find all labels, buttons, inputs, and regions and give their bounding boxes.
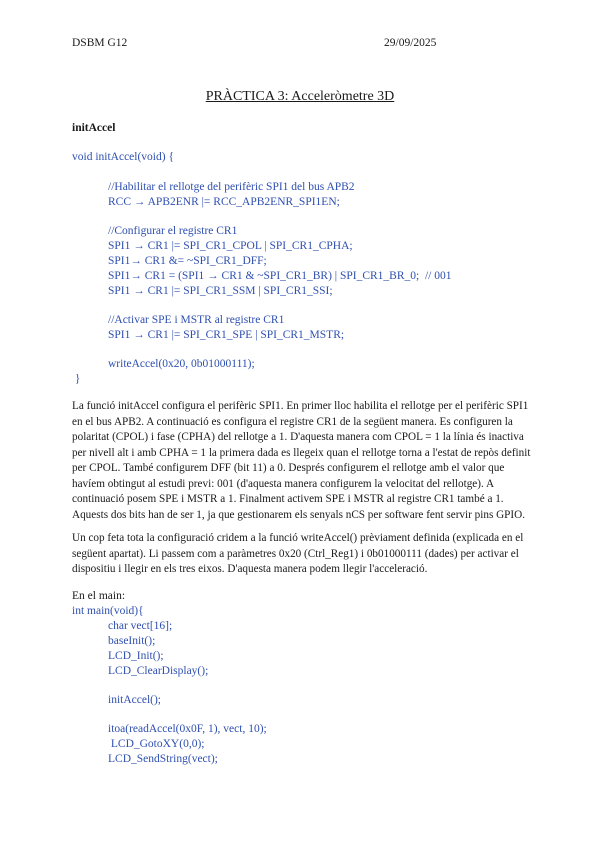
code-line: SPI1 → CR1 |= SPI_CR1_SPE | SPI_CR1_MSTR; (108, 329, 345, 341)
code-line: initAccel(); (108, 694, 162, 706)
code-line: LCD_GotoXY(0,0); (108, 738, 205, 750)
main-label: En el main: (72, 590, 126, 602)
code-line: LCD_ClearDisplay(); (108, 665, 209, 677)
code-signature-initaccel: void initAccel(void) { (72, 151, 174, 163)
paragraph-line: continuació posem SPE i MSTR a 1. Finalment activem SPE i MSTR al registre CR1 també a 1. (72, 493, 504, 505)
paragraph-line: Un cop feta tota la configuració cridem a la funció writeAccel() prèviament definida (explicada en el (72, 532, 524, 544)
code-line: //Configurar el registre CR1 (108, 225, 238, 237)
paragraph-line: en el bus APB2. A continuació es configura el registre CR1 de la següent manera. Es configuren la (72, 415, 513, 428)
code-line: itoa(readAccel(0x0F, 1), vect, 10); (108, 723, 267, 735)
code-line: LCD_Init(); (108, 650, 164, 662)
code-line: char vect[16]; (108, 620, 173, 632)
code-line: writeAccel(0x20, 0b01000111); (108, 358, 255, 370)
paragraph-initaccel-explanation (72, 399, 531, 523)
code-line: //Habilitar el rellotge del perifèric SPI1 del bus APB2 (108, 181, 355, 193)
code-line: LCD_SendString(vect); (108, 753, 218, 765)
code-line: //Activar SPE i MSTR al registre CR1 (108, 314, 285, 326)
code-close-brace: } (72, 373, 81, 385)
header-date: 29/09/2025 (384, 37, 437, 49)
paragraph-line: per CPOL. També configurem DFF (bit 11) a 0. Després configurem el rellotge amb el valor que (72, 462, 505, 474)
code-line: RCC → APB2ENR |= RCC_APB2ENR_SPI1EN; (108, 196, 340, 208)
code-line: SPI1 → CR1 |= SPI_CR1_SSM | SPI_CR1_SSI; (108, 285, 333, 297)
paragraph-line: Aquests dos bits han de ser 1, ja que gestionarem els senyals nCS per software fent servir pins GPIO. (72, 508, 526, 521)
paragraph-line: per nivell alt i amb CPHA = 1 la primera dada es llegeix quan el rellotge torna a l'estat de repòs definit (72, 446, 531, 459)
paragraph-line: següent apartat). Li passem com a paràmetres 0x20 (Ctrl_Reg1) i 0b01000111 (dades) per activar el (72, 547, 519, 560)
section-label-initaccel: initAccel (72, 122, 116, 134)
code-line: SPI1 → CR1 |= SPI_CR1_CPOL | SPI_CR1_CPHA; (108, 240, 353, 252)
code-line: baseInit(); (108, 635, 156, 647)
page-title: PRÀCTICA 3: Acceleròmetre 3D (205, 89, 395, 104)
paragraph-line: polaritat (CPOL) i fase (CPHA) del rellotge a 1. D'aquesta manera com CPOL = 1 la línia és inactiva (72, 431, 524, 443)
code-line: SPI1→ CR1 &= ~SPI_CR1_DFF; (108, 255, 267, 267)
paragraph-line: dispositiu i llegir en els tres eixos. D'aquesta manera podem llegir l'acceleració. (72, 563, 428, 575)
paragraph-line: La funció initAccel configura el perifèric SPI1. En primer lloc habilita el rellotge per el perifèric SPI1 (72, 400, 529, 412)
paragraph-writeaccel-explanation (72, 531, 528, 578)
code-line: SPI1→ CR1 = (SPI1 → CR1 & ~SPI_CR1_BR) | SPI_CR1_BR_0; // 001 (108, 270, 452, 282)
paragraph-line: havíem obtingut al estudi previ: 001 (d'aquesta manera configurem la velocitat del rellotge). A (72, 477, 495, 490)
code-signature-main: int main(void){ (72, 605, 144, 617)
header-course: DSBM G12 (72, 37, 128, 49)
